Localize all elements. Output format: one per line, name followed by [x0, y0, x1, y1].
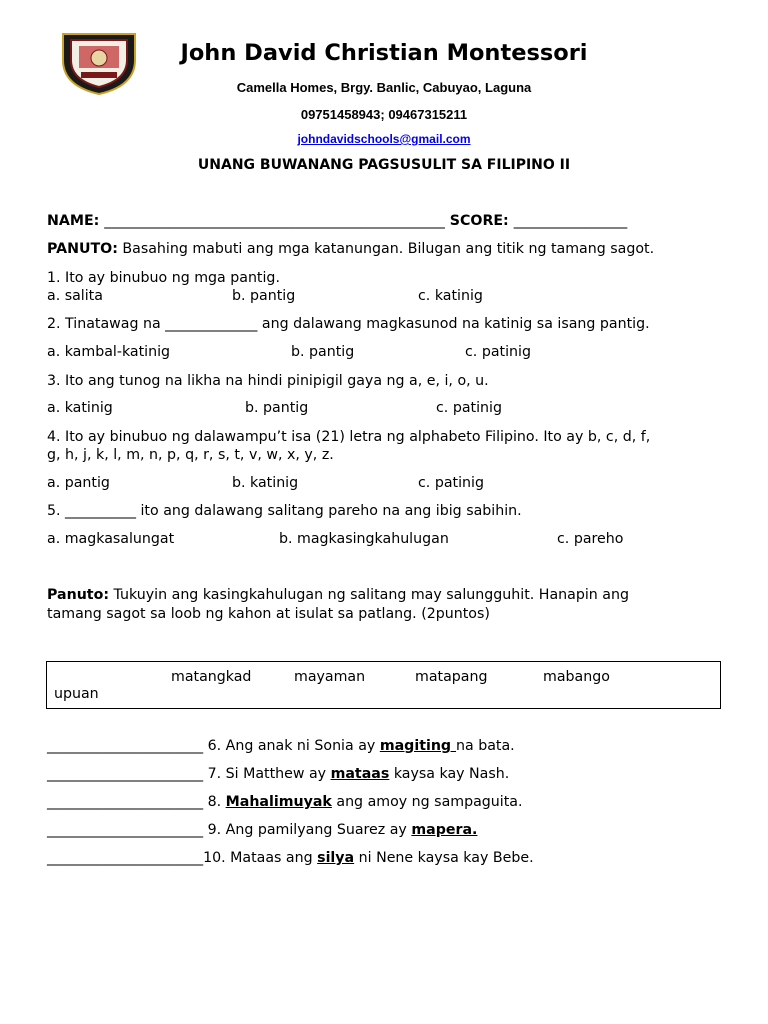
item-text: 9. Ang pamilyang Suarez ay — [203, 822, 412, 838]
underlined-word: mataas — [330, 766, 390, 782]
choice-2b: b. pantig — [291, 344, 355, 360]
score-field[interactable]: ________________ — [513, 213, 628, 229]
word-box — [46, 661, 721, 709]
word-box-item: upuan — [54, 686, 99, 702]
part1-label: PANUTO: — [47, 241, 118, 257]
word-box-item: mayaman — [294, 669, 366, 685]
underlined-word: mapera. — [411, 822, 478, 838]
name-field[interactable]: ________________________________________________ — [104, 213, 445, 229]
part2-line2: tamang sagot sa loob ng kahon at isulat sa patlang. (2puntos) — [47, 606, 490, 622]
item-7 — [47, 766, 509, 782]
underlined-word: magiting — [379, 738, 457, 754]
choice-1c: c. katinig — [418, 288, 483, 304]
choice-2a: a. kambal-katinig — [47, 344, 171, 360]
part2-line1: Tukuyin ang kasingkahulugan ng salitang may salungguhit. Hanapin ang — [109, 587, 629, 603]
part1-text: Basahing mabuti ang mga katanungan. Bilugan ang titik ng tamang sagot. — [117, 241, 655, 257]
score-label: SCORE: — [449, 213, 509, 229]
choice-2c: c. patinig — [465, 344, 531, 360]
choice-3a: a. katinig — [47, 400, 113, 416]
question-4-cont: g, h, j, k, l, m, n, p, q, r, s, t, v, w, x, y, z. — [47, 447, 334, 463]
question-5: 5. __________ ito ang dalawang salitang pareho na ang ibig sabihin. — [47, 503, 522, 519]
name-score-line — [47, 213, 627, 229]
choice-5c: c. pareho — [557, 531, 624, 547]
question-4: 4. Ito ay binubuo ng dalawampu’t isa (21) letra ng alphabeto Filipino. Ito ay b, c, d, f, — [47, 429, 651, 445]
school-address: Camella Homes, Brgy. Banlic, Cabuyao, Laguna — [236, 80, 532, 95]
choice-3c: c. patinig — [436, 400, 502, 416]
item-text: ni Nene kaysa kay Bebe. — [354, 850, 534, 866]
item-text: na bata. — [456, 738, 515, 754]
name-label: NAME: — [47, 213, 100, 229]
item-text: 10. Mataas ang — [203, 850, 318, 866]
item-text: 6. Ang anak ni Sonia ay — [203, 738, 380, 754]
word-box-item: matangkad — [171, 669, 252, 685]
choice-5b: b. magkasingkahulugan — [279, 531, 449, 547]
choice-4b: b. katinig — [232, 475, 299, 491]
question-1: 1. Ito ay binubuo ng mga pantig. — [47, 270, 280, 286]
answer-blank[interactable]: ______________________ — [47, 850, 204, 866]
underlined-word: Mahalimuyak — [225, 794, 332, 810]
choice-4a: a. pantig — [47, 475, 110, 491]
question-2: 2. Tinatawag na _____________ ang dalawang magkasunod na katinig sa isang pantig. — [47, 316, 650, 332]
choice-5a: a. magkasalungat — [47, 531, 175, 547]
item-9 — [47, 822, 477, 838]
item-10 — [47, 850, 534, 866]
item-text: ang amoy ng sampaguita. — [331, 794, 523, 810]
item-8 — [47, 794, 523, 810]
item-text: 8. — [203, 794, 226, 810]
item-text: kaysa kay Nash. — [389, 766, 510, 782]
answer-blank[interactable]: ______________________ — [47, 766, 204, 782]
choice-4c: c. patinig — [418, 475, 484, 491]
item-6 — [47, 738, 515, 754]
answer-blank[interactable]: ______________________ — [47, 738, 204, 754]
word-box-item: mabango — [543, 669, 610, 685]
answer-blank[interactable]: ______________________ — [47, 822, 204, 838]
answer-blank[interactable]: ______________________ — [47, 794, 204, 810]
choice-3b: b. pantig — [245, 400, 309, 416]
word-box-item: matapang — [415, 669, 488, 685]
part2-label: Panuto: — [47, 587, 109, 603]
part1-instructions — [47, 241, 654, 257]
underlined-word: silya — [317, 850, 355, 866]
school-phones: 09751458943; 09467315211 — [300, 107, 468, 122]
item-text: 7. Si Matthew ay — [203, 766, 331, 782]
choice-1b: b. pantig — [232, 288, 296, 304]
school-email-link[interactable]: johndavidschools@gmail.com — [297, 132, 471, 146]
question-3: 3. Ito ang tunog na likha na hindi pinipigil gaya ng a, e, i, o, u. — [47, 373, 489, 389]
exam-title: UNANG BUWANANG PAGSUSULIT SA FILIPINO II — [197, 157, 571, 173]
part2-instructions — [47, 587, 629, 603]
school-name: John David Christian Montessori — [180, 40, 588, 66]
choice-1a: a. salita — [47, 288, 103, 304]
